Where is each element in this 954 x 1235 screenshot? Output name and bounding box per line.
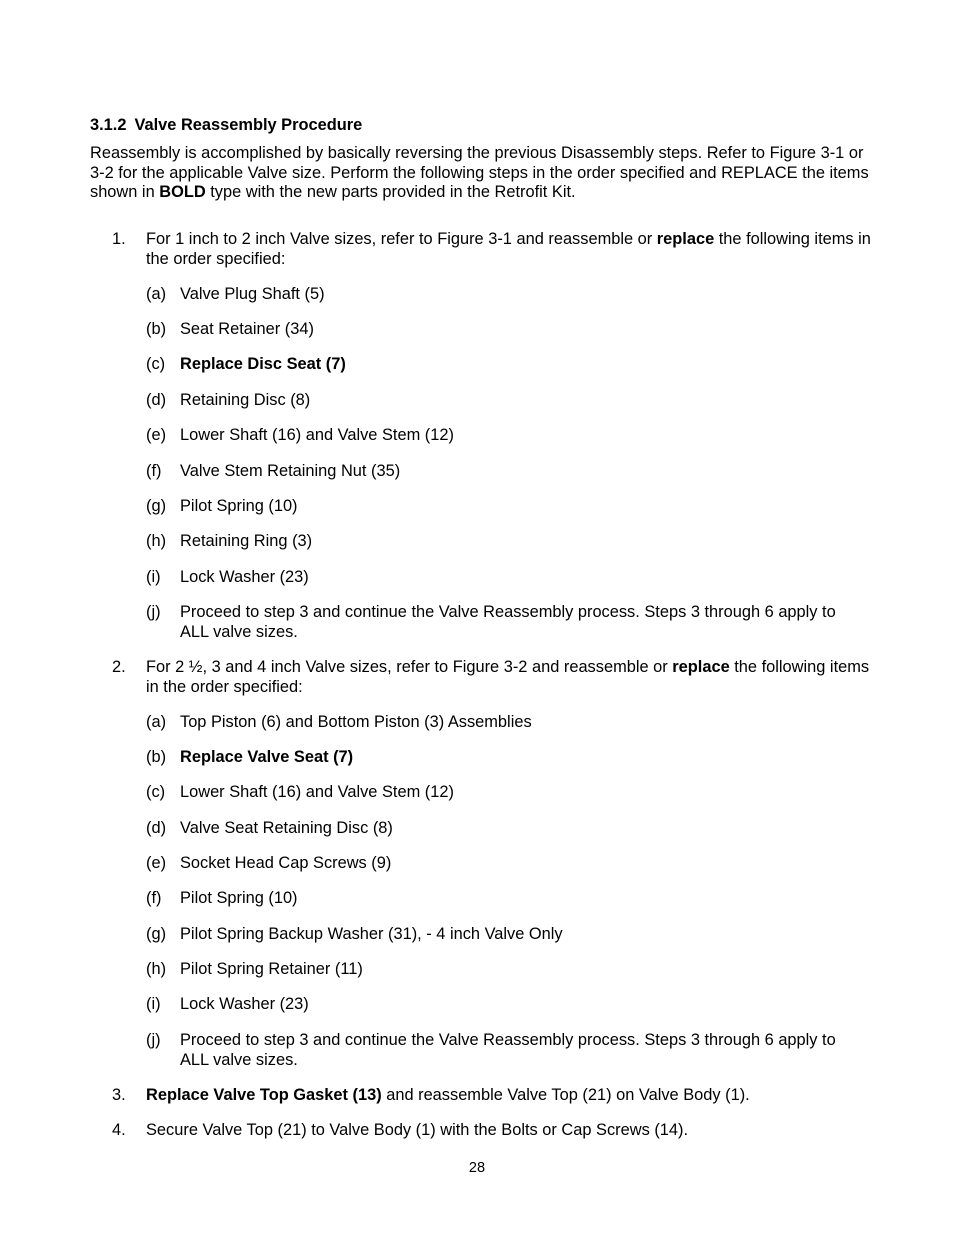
item-label: (d) bbox=[146, 391, 167, 409]
section-title: Valve Reassembly Procedure bbox=[134, 116, 363, 134]
item-text: Socket Head Cap Screws (9) bbox=[180, 854, 392, 872]
item-label: (h) bbox=[146, 532, 167, 550]
item-label: (c) bbox=[146, 355, 166, 373]
item-text: Proceed to step 3 and continue the Valve Reassembly process. Steps 3 through 6 apply to ALL valve sizes. bbox=[180, 603, 836, 641]
step-bold-text: Replace Valve Top Gasket (13) bbox=[146, 1086, 382, 1104]
item-text: Lock Washer (23) bbox=[180, 568, 309, 586]
intro-text-1: Reassembly is accomplished by basically reversing the previous Disassembly steps. Refer to Figure 3-1 or 3-2 for the applicable Valve size. Perform the following steps in the order specified and REPLACE the items shown in bbox=[90, 144, 869, 201]
step-text-post: and reassemble Valve Top (21) on Valve Body (1). bbox=[381, 1086, 750, 1104]
item-text: Valve Stem Retaining Nut (35) bbox=[180, 462, 401, 480]
step-text bbox=[146, 1086, 871, 1106]
section-heading bbox=[90, 116, 362, 136]
step-text-pre: For 1 inch to 2 inch Valve sizes, refer to Figure 3-1 and reassemble or bbox=[146, 230, 657, 248]
intro-paragraph bbox=[90, 144, 870, 203]
intro-text-2: type with the new parts provided in the Retrofit Kit. bbox=[205, 183, 576, 201]
item-text: Pilot Spring Backup Washer (31), - 4 inch Valve Only bbox=[180, 925, 563, 943]
item-label: (c) bbox=[146, 783, 166, 801]
item-text: Lower Shaft (16) and Valve Stem (12) bbox=[180, 426, 454, 444]
item-label: (a) bbox=[146, 285, 167, 303]
item-label: (i) bbox=[146, 995, 161, 1013]
item-text: Valve Seat Retaining Disc (8) bbox=[180, 819, 393, 837]
step-text bbox=[146, 230, 871, 269]
step-bold-word: replace bbox=[656, 230, 715, 248]
item-label: (h) bbox=[146, 960, 167, 978]
item-text: Seat Retainer (34) bbox=[180, 320, 314, 338]
item-text-bold: Replace Disc Seat (7) bbox=[180, 355, 346, 373]
step-bold-word: replace bbox=[672, 658, 730, 676]
step-number: 2. bbox=[112, 658, 126, 676]
item-label: (g) bbox=[146, 497, 167, 515]
item-label: (e) bbox=[146, 854, 167, 872]
item-text: Lower Shaft (16) and Valve Stem (12) bbox=[180, 783, 454, 801]
item-text: Retaining Ring (3) bbox=[180, 532, 313, 550]
item-text: Proceed to step 3 and continue the Valve Reassembly process. Steps 3 through 6 apply to ALL valve sizes. bbox=[180, 1031, 836, 1069]
item-label: (j) bbox=[146, 1031, 161, 1049]
item-text-bold: Replace Valve Seat (7) bbox=[180, 748, 354, 766]
intro-bold-word: BOLD bbox=[159, 183, 206, 201]
item-text: Pilot Spring (10) bbox=[180, 497, 298, 515]
page-number: 28 bbox=[468, 1160, 486, 1176]
step-number: 1. bbox=[112, 230, 126, 248]
item-label: (i) bbox=[146, 568, 161, 586]
step-text bbox=[146, 658, 871, 697]
step-text-pre: For 2 ½, 3 and 4 inch Valve sizes, refer to Figure 3-2 and reassemble or bbox=[146, 658, 673, 676]
item-label: (f) bbox=[146, 889, 162, 907]
item-label: (e) bbox=[146, 426, 167, 444]
section-number: 3.1.2 bbox=[90, 116, 127, 134]
item-label: (b) bbox=[146, 320, 167, 338]
item-text: Pilot Spring (10) bbox=[180, 889, 298, 907]
item-label: (b) bbox=[146, 748, 167, 766]
item-text: Pilot Spring Retainer (11) bbox=[180, 960, 363, 978]
item-text: Lock Washer (23) bbox=[180, 995, 309, 1013]
item-text: Top Piston (6) and Bottom Piston (3) Assemblies bbox=[180, 713, 532, 731]
item-text: Valve Plug Shaft (5) bbox=[180, 285, 325, 303]
item-label: (f) bbox=[146, 462, 162, 480]
step-text-post: the following items in the order specified: bbox=[146, 230, 871, 268]
step-text-post: the following items in the order specified: bbox=[146, 658, 870, 696]
item-label: (j) bbox=[146, 603, 161, 621]
item-label: (d) bbox=[146, 819, 167, 837]
step-text: Secure Valve Top (21) to Valve Body (1) with the Bolts or Cap Screws (14). bbox=[146, 1121, 689, 1139]
item-label: (a) bbox=[146, 713, 167, 731]
step-number: 3. bbox=[112, 1086, 126, 1104]
item-label: (g) bbox=[146, 925, 167, 943]
item-text: Retaining Disc (8) bbox=[180, 391, 311, 409]
step-number: 4. bbox=[112, 1121, 126, 1139]
